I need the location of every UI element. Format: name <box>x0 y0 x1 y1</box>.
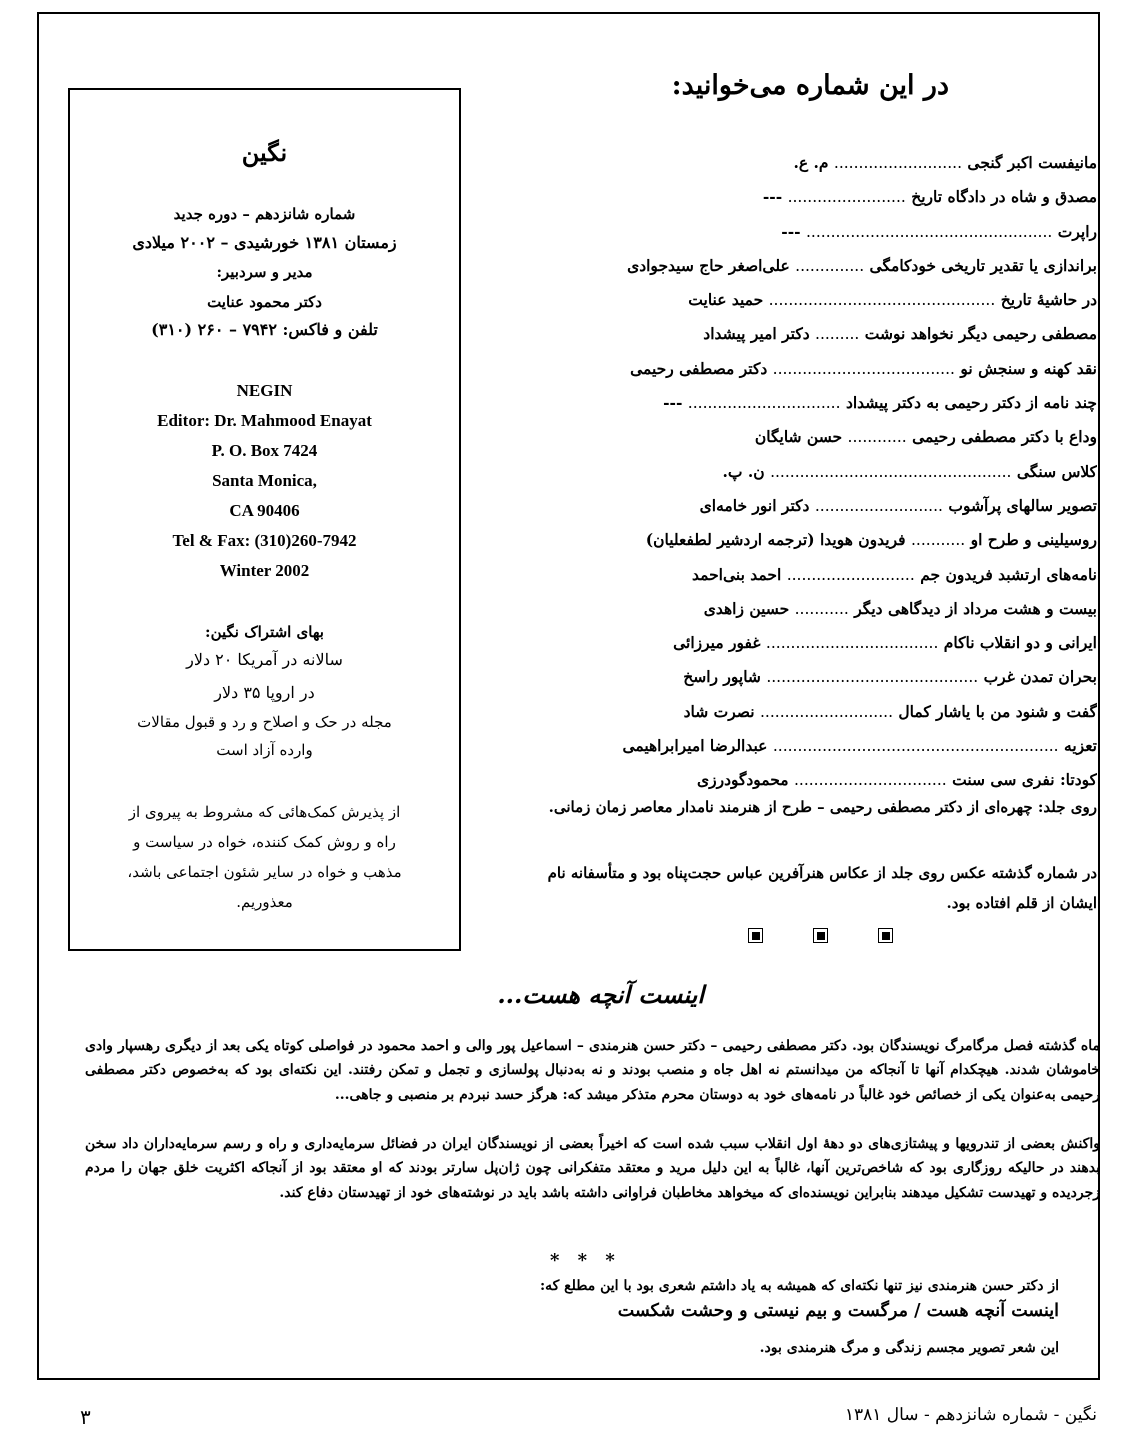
masthead-en-tel: Tel & Fax: (310)260-7942 <box>172 531 357 550</box>
toc-item[interactable]: براندازی یا تقدیر تاریخی خودکامگی .............. علی‌اصغر حاج سیدجوادی <box>627 255 1097 275</box>
masthead-en-title: NEGIN <box>236 381 293 400</box>
policy-line-1: از پذیرش کمک‌هائی که مشروط به پیروی از <box>128 803 401 821</box>
square-bullet-icon <box>748 928 763 943</box>
masthead-en-box: P. O. Box 7424 <box>211 441 318 460</box>
article-title: اینست آنچه هست... <box>497 980 704 1009</box>
table-of-contents <box>537 146 1097 798</box>
poem-intro: از دکتر حسن هنرمندی نیز تنها نکته‌ای که همیشه به یاد داشتم شعری بود با این مطلع که: <box>539 1278 1059 1294</box>
toc-item[interactable]: تصویر سالهای پرآشوب .......................... دکتر انور خامه‌ای <box>699 495 1097 515</box>
toc-item[interactable]: کلاس سنگی ................................................. ن. پ. <box>722 461 1097 481</box>
running-title: نگین - شماره شانزدهم - سال ۱۳۸۱ <box>844 1405 1097 1425</box>
policy-line-4: معذوریم. <box>236 893 293 911</box>
subscription-heading: بهای اشتراک نگین: <box>205 623 324 641</box>
editor-label: مدیر و سردبیر: <box>216 263 313 281</box>
square-bullet-icon <box>813 928 828 943</box>
toc-item[interactable]: راپرت .................................................. --- <box>781 221 1097 241</box>
toc-item[interactable]: بحران تمدن غرب ........................................... شاپور راسخ <box>683 667 1097 687</box>
toc-item[interactable]: نامه‌های ارتشبد فریدون جم .......................... احمد بنی‌احمد <box>692 564 1097 584</box>
toc-item[interactable]: گفت و شنود من با یاشار کمال ........................... نصرت شاد <box>683 701 1097 721</box>
masthead-phone: تلفن و فاکس: ۷۹۴۲ – ۲۶۰ (۳۱۰) <box>151 320 378 339</box>
toc-item[interactable]: در حاشیهٔ تاریخ .............................................. حمید عنایت <box>688 290 1097 310</box>
masthead-title: نگین <box>241 138 288 167</box>
poem-outro: این شعر تصویر مجسم زندگی و مرگ هنرمندی بود. <box>759 1340 1059 1356</box>
toc-item[interactable]: وداع با دکتر مصطفی رحیمی ............ حسن شایگان <box>754 427 1097 447</box>
article-paragraph: ماه گذشته فصل مرگامرگ نویسندگان بود. دکتر مصطفی رحیمی – دکتر حسن هنرمندی – اسماعیل پور والی و احمد محمود در فواصلی کوتاه یکی بعد از دیگری رهسپار وادی خاموشان شدند. هیچکدام آنها تا آنجاکه من میدانستم نه اهل جاه و منصب بودند و نه به‌دنبال پولسازی و تجمل و تمکن رفتند. این نکته‌ای بود که به‌خصوص دکتر مصطفی رحیمی به‌عنوان یکی از خصائص خود غالباً در نامه‌های خود به دوستان محرم متذکر میشد که: هرگز حسد نبردم بر منصبی و جاهی... <box>85 1038 1100 1103</box>
toc-item[interactable]: مصدق و شاه در دادگاه تاریخ ........................ --- <box>762 187 1097 207</box>
masthead-en-zip: CA 90406 <box>229 501 300 520</box>
rights-line-1: مجله در حک و اصلاح و رد و قبول مقالات <box>137 713 392 731</box>
policy-line-3: مذهب و خواه در سایر شئون اجتماعی باشد، <box>127 863 402 881</box>
toc-heading: در این شماره می‌خوانید: <box>671 70 949 101</box>
article-paragraph: واکنش بعضی از تندرویها و پیشتازی‌های دو دههٔ اول انقلاب سبب شده است که اخیراً بعضی از نویسندگان ایران در فضائل سرمایه‌داری و راه و رسم سرمایه‌داران داد سخن بدهند در حالیکه روزگاری بود که شاخص‌ترین آنها، غالباً به این دلیل مرید و معتقد متفکرانی چون ژان‌پل سارتر بودند که او معتقد بود از آنجاکه اکثریت خلق جهان را مردم زجردیده و تهیدست تشکیل میدهند بنابراین نویسنده‌ای که میخواهد مخاطبان فراوانی داشته باشد باید در نوشته‌های خود از تهیدستان دفاع کند. <box>85 1136 1101 1201</box>
masthead-en-season: Winter 2002 <box>219 561 310 580</box>
toc-item[interactable]: مصطفی رحیمی دیگر نخواهد نوشت ......... دکتر امیر پیشداد <box>703 324 1097 344</box>
cover-credit-note: روی جلد: چهره‌ای از دکتر مصطفی رحیمی – طرح از هنرمند نامدار معاصر زمان زمانی. <box>548 798 1097 816</box>
masthead-en-city: Santa Monica, <box>212 471 317 490</box>
square-bullet-icon <box>878 928 893 943</box>
toc-item[interactable]: چند نامه از دکتر رحیمی به دکتر پیشداد ............................... --- <box>663 393 1097 413</box>
section-separator <box>748 928 893 948</box>
editor-name: دکتر محمود عنایت <box>207 293 322 311</box>
page-number: ۳ <box>80 1405 91 1429</box>
masthead-issue: شماره شانزدهم – دوره جدید <box>173 205 356 223</box>
policy-line-2: راه و روش کمک کننده، خواه در سیاست و <box>133 833 396 851</box>
toc-item[interactable]: بیست و هشت مرداد از دیدگاهی دیگر ........... حسین زاهدی <box>703 598 1097 618</box>
asterisk-separator: * * * <box>550 1250 621 1271</box>
toc-item[interactable]: کودتا: نفری سی سنت ............................... محمودگودرزی <box>696 770 1097 790</box>
poem-verse: اینست آنچه هست / مرگست و بیم نیستی و وحشت شکست <box>617 1301 1059 1321</box>
toc-item[interactable]: نقد کهنه و سنجش نو ..................................... دکتر مصطفی رحیمی <box>630 358 1097 378</box>
subscription-us: سالانه در آمریکا ۲۰ دلار <box>186 650 343 669</box>
toc-item[interactable]: مانیفست اکبر گنجی .......................... م. ع. <box>793 153 1097 172</box>
toc-item[interactable]: ایرانی و دو انقلاب ناکام ................................... غفور میرزائی <box>673 633 1097 653</box>
toc-item[interactable]: تعزیه .......................................................... عبدالرضا امیرابراهیمی <box>622 736 1097 756</box>
masthead-date: زمستان ۱۳۸۱ خورشیدی – ۲۰۰۲ میلادی <box>132 233 397 252</box>
correction-note: در شماره گذشته عکس روی جلد از عکاس هنرآفرین عباس حجت‌پناه بود و متأسفانه نام ایشان از قلم افتاده بود. <box>547 864 1097 912</box>
masthead-en-editor: Editor: Dr. Mahmood Enayat <box>157 411 372 430</box>
rights-line-2: وارده آزاد است <box>216 741 313 759</box>
toc-item[interactable]: روسیلینی و طرح او ........... فریدون هویدا (ترجمه اردشیر لطفعلیان) <box>645 530 1097 550</box>
subscription-eu: در اروپا ۳۵ دلار <box>214 683 315 702</box>
